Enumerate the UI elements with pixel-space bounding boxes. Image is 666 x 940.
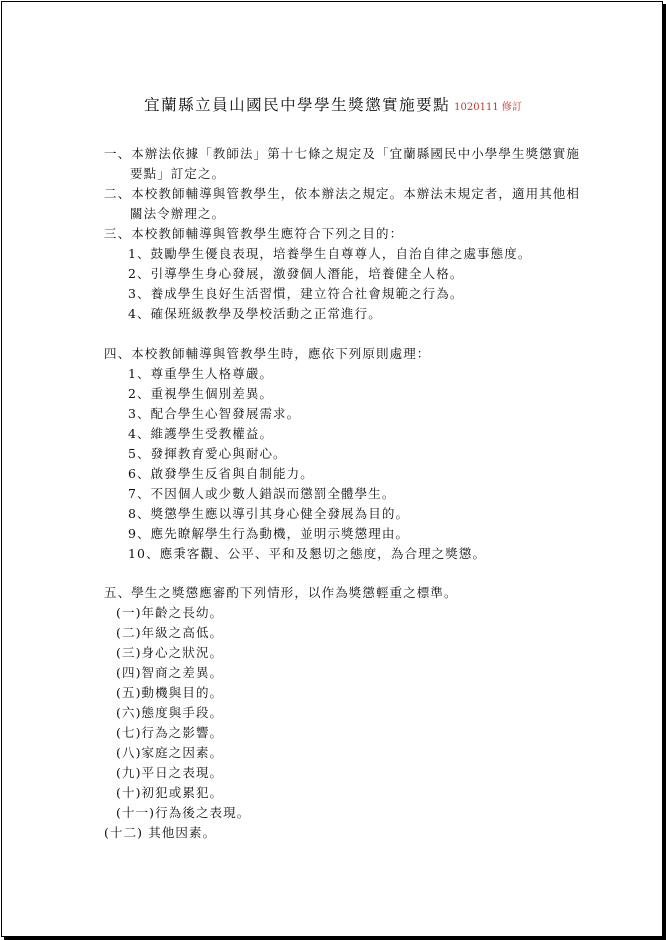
section-5-item: (十)初犯或累犯。 [116,785,224,800]
section-5-item: (五)動機與目的。 [116,685,224,700]
section-5-item: (十二) 其他因素。 [104,825,217,840]
section-4-item: 5、發揮教育愛心與耐心。 [128,446,287,461]
section-4-item: 8、獎懲學生應以導引其身心健全發展為目的。 [128,506,410,521]
section-5-item: (十一)行為後之表現。 [116,805,251,820]
section-3-item: 1、鼓勵學生優良表現，培養學生自尊尊人，自治自律之處事態度。 [128,246,532,261]
section-5-heading: 五、學生之獎懲應審酌下列情形，以作為獎懲輕重之標準。 [104,585,458,600]
title-text: 宜蘭縣立員山國民中學學生獎懲實施要點 [144,96,451,114]
section-3-item: 2、引導學生身心發展，激發個人潛能，培養健全人格。 [128,266,464,281]
section-4-item: 2、重視學生個別差異。 [128,386,274,401]
section-5-item: (七)行為之影響。 [116,725,224,740]
section-3-item: 3、養成學生良好生活習慣，建立符合社會規範之行為。 [128,286,464,301]
section-5-item: (九)平日之表現。 [116,765,224,780]
document-page [1,1,663,937]
section-4-item: 9、應先瞭解學生行為動機，並明示獎懲理由。 [128,526,410,541]
section-5-item: (一)年齡之長幼。 [116,605,224,620]
section-1-line-2: 要點」訂定之。 [130,166,226,181]
section-3-item: 4、確保班級教學及學校活動之正常進行。 [128,306,382,321]
section-3-heading: 三、本校教師輔導與管教學生應符合下列之目的： [104,226,404,241]
section-2-line-2: 關法令辦理之。 [130,206,226,221]
section-4-item: 1、尊重學生人格尊嚴。 [128,366,274,381]
section-2-line-1: 二、本校教師輔導與管教學生，依本辦法之規定。本辦法未規定者，適用其他相 [104,186,581,201]
section-4-heading: 四、本校教師輔導與管教學生時，應依下列原則處理： [104,346,431,361]
revision-note: 1020111 修訂 [454,102,522,113]
section-4-item: 7、不因個人或少數人錯誤而懲罰全體學生。 [128,486,396,501]
section-5-item: (八)家庭之因素。 [116,745,224,760]
section-5-item: (六)態度與手段。 [116,705,224,720]
document-title [0,93,666,115]
section-5-item: (二)年級之高低。 [116,625,224,640]
section-4-item: 4、維護學生受教權益。 [128,426,274,441]
section-4-item: 10、應秉客觀、公平、平和及懇切之態度，為合理之獎懲。 [128,546,487,561]
section-5-item: (三)身心之狀況。 [116,645,224,660]
section-4-item: 3、配合學生心智發展需求。 [128,406,301,421]
section-5-item: (四)智商之差異。 [116,665,224,680]
section-4-item: 6、啟發學生反省與自制能力。 [128,466,314,481]
section-1-line-1: 一、本辦法依據「教師法」第十七條之規定及「宜蘭縣國民中小學學生獎懲實施 [104,146,581,161]
